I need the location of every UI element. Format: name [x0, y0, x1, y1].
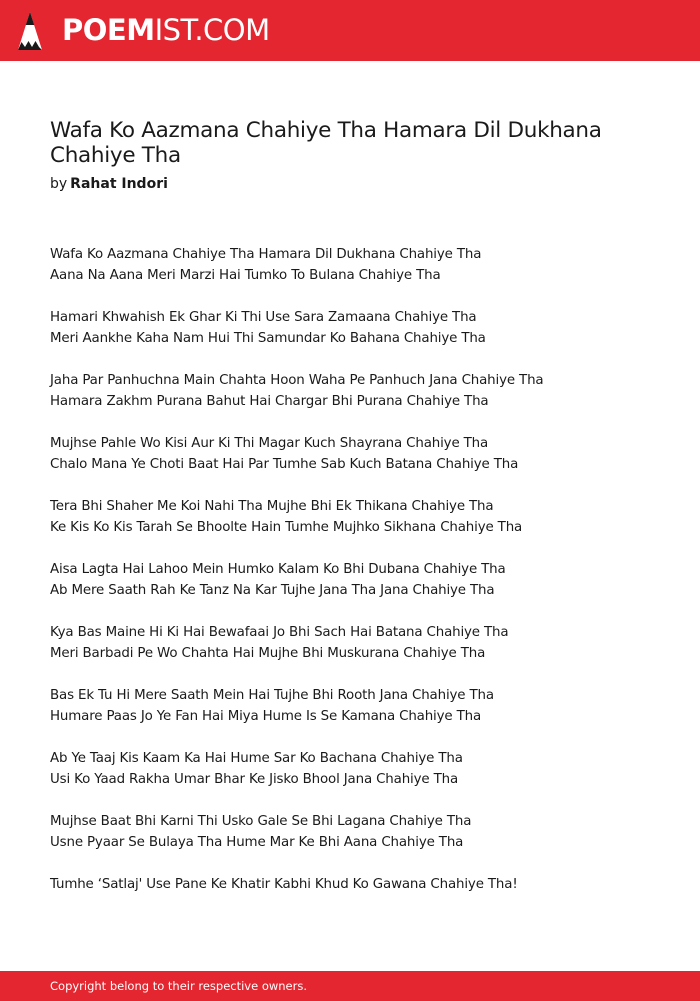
poem-line: Meri Aankhe Kaha Nam Hui Thi Samundar Ko Bahana Chahiye Tha	[50, 331, 486, 346]
stanza	[50, 370, 670, 412]
poem-line: Bas Ek Tu Hi Mere Saath Mein Hai Tujhe Bhi Rooth Jana Chahiye Tha	[50, 688, 494, 703]
poem-line: Tumhe ‘Satlaj' Use Pane Ke Khatir Kabhi Khud Ko Gawana Chahiye Tha!	[50, 877, 518, 892]
poem-title: Wafa Ko Aazmana Chahiye Tha Hamara Dil Dukhana Chahiye Tha	[50, 118, 602, 168]
poem-line: Usi Ko Yaad Rakha Umar Bhar Ke Jisko Bhool Jana Chahiye Tha	[50, 772, 459, 787]
poem-line: Aisa Lagta Hai Lahoo Mein Humko Kalam Ko Bhi Dubana Chahiye Tha	[50, 562, 506, 577]
stanza	[50, 433, 670, 475]
poem-line: Ke Kis Ko Kis Tarah Se Bhoolte Hain Tumhe Mujhko Sikhana Chahiye Tha	[50, 520, 523, 535]
poem-line: Ab Ye Taaj Kis Kaam Ka Hai Hume Sar Ko Bachana Chahiye Tha	[50, 751, 463, 766]
stanza	[50, 874, 670, 895]
poem-line: Chalo Mana Ye Choti Baat Hai Par Tumhe Sab Kuch Batana Chahiye Tha	[50, 457, 519, 472]
brand-bold: POEM	[62, 13, 155, 47]
poem-line: Hamara Zakhm Purana Bahut Hai Chargar Bhi Purana Chahiye Tha	[50, 394, 489, 409]
poem-line: Tera Bhi Shaher Me Koi Nahi Tha Mujhe Bhi Ek Thikana Chahiye Tha	[50, 499, 494, 514]
copyright-notice: Copyright belong to their respective owners.	[50, 979, 308, 993]
poem-line: Hamari Khwahish Ek Ghar Ki Thi Use Sara Zamaana Chahiye Tha	[50, 310, 477, 325]
stanza	[50, 307, 670, 349]
poem-line: Humare Paas Jo Ye Fan Hai Miya Hume Is Se Kamana Chahiye Tha	[50, 709, 482, 724]
site-logo-text[interactable]	[62, 13, 270, 47]
stanza	[50, 811, 670, 853]
brand-regular: IST.COM	[154, 13, 270, 47]
author-name: Rahat Indori	[70, 176, 168, 192]
stanza	[50, 244, 670, 286]
pencil-tip-icon[interactable]	[17, 11, 43, 51]
poem-line: Meri Barbadi Pe Wo Chahta Hai Mujhe Bhi Muskurana Chahiye Tha	[50, 646, 486, 661]
poem-body	[50, 244, 670, 916]
poem-line: Aana Na Aana Meri Marzi Hai Tumko To Bulana Chahiye Tha	[50, 268, 441, 283]
stanza	[50, 685, 670, 727]
poem-line: Mujhse Baat Bhi Karni Thi Usko Gale Se Bhi Lagana Chahiye Tha	[50, 814, 472, 829]
poem-line: Mujhse Pahle Wo Kisi Aur Ki Thi Magar Kuch Shayrana Chahiye Tha	[50, 436, 489, 451]
stanza	[50, 559, 670, 601]
poem-line: Ab Mere Saath Rah Ke Tanz Na Kar Tujhe Jana Tha Jana Chahiye Tha	[50, 583, 495, 598]
stanza	[50, 748, 670, 790]
site-footer	[0, 971, 700, 1001]
poem-line: Jaha Par Panhuchna Main Chahta Hoon Waha Pe Panhuch Jana Chahiye Tha	[50, 373, 544, 388]
poem-line: Wafa Ko Aazmana Chahiye Tha Hamara Dil Dukhana Chahiye Tha	[50, 247, 482, 262]
stanza	[50, 496, 670, 538]
byline	[50, 175, 168, 193]
stanza	[50, 622, 670, 664]
poem-line: Usne Pyaar Se Bulaya Tha Hume Mar Ke Bhi Aana Chahiye Tha	[50, 835, 464, 850]
by-label: by	[50, 176, 68, 192]
poem-line: Kya Bas Maine Hi Ki Hai Bewafaai Jo Bhi Sach Hai Batana Chahiye Tha	[50, 625, 509, 640]
site-header	[0, 0, 700, 61]
